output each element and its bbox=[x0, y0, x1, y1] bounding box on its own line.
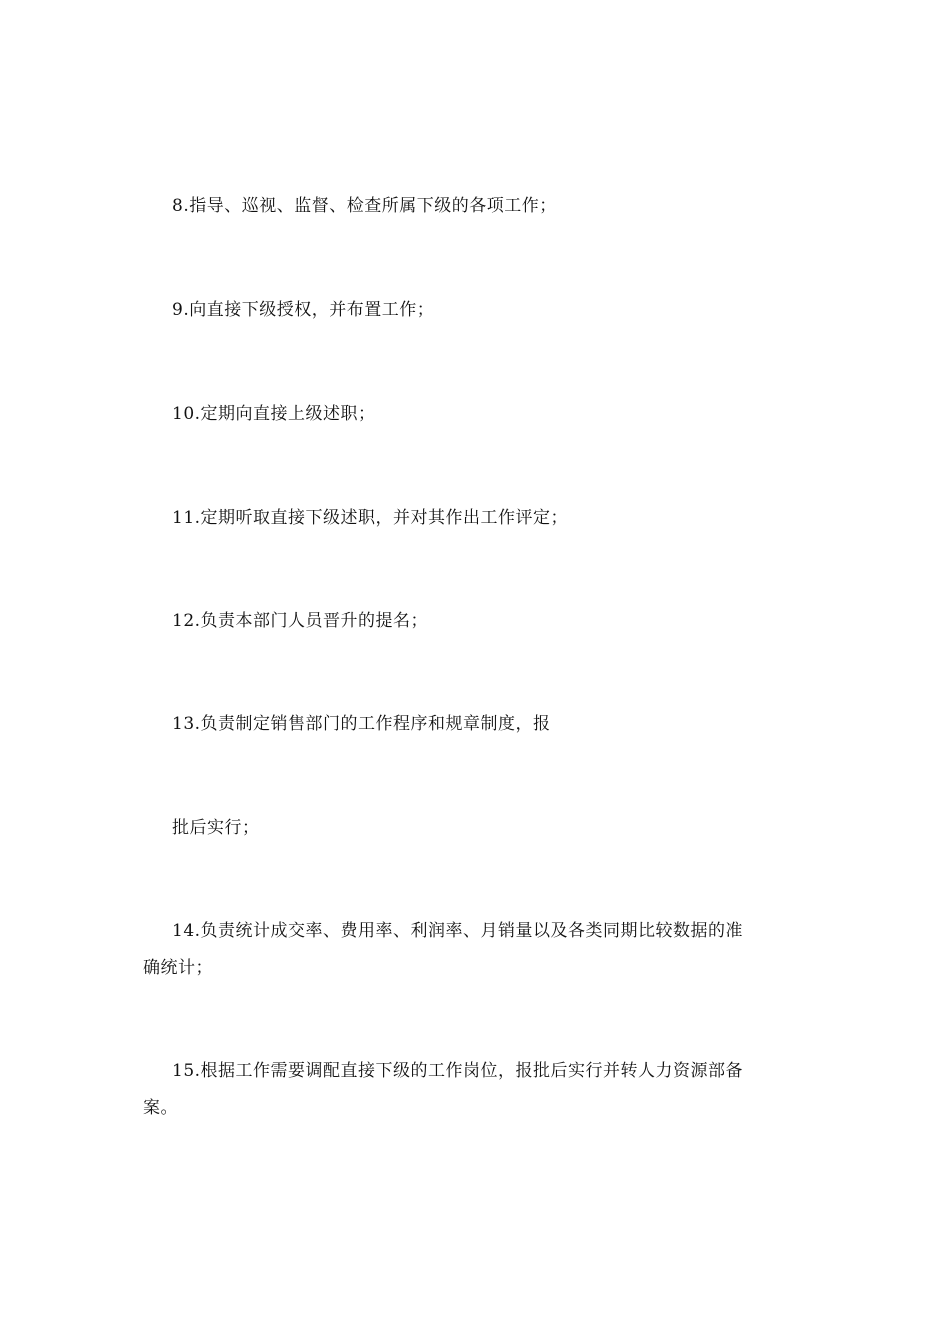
list-item-9: 9.向直接下级授权，并布置工作； bbox=[172, 300, 435, 320]
list-item-13: 13.负责制定销售部门的工作程序和规章制度，报 bbox=[172, 714, 551, 734]
list-item-8: 8.指导、巡视、监督、检查所属下级的各项工作； bbox=[172, 196, 557, 216]
list-item-13-continuation: 批后实行； bbox=[172, 818, 260, 838]
list-item-15: 15.根据工作需要调配直接下级的工作岗位，报批后实行并转人力资源部备 bbox=[172, 1061, 744, 1081]
list-item-14: 14.负责统计成交率、费用率、利润率、月销量以及各类同期比较数据的准 bbox=[172, 921, 744, 941]
list-item-10: 10.定期向直接上级述职； bbox=[172, 404, 376, 424]
list-item-14-continuation: 确统计； bbox=[143, 958, 213, 978]
list-item-12: 12.负责本部门人员晋升的提名； bbox=[172, 611, 429, 631]
list-item-15-continuation: 案。 bbox=[143, 1098, 178, 1118]
list-item-11: 11.定期听取直接下级述职，并对其作出工作评定； bbox=[172, 508, 569, 528]
